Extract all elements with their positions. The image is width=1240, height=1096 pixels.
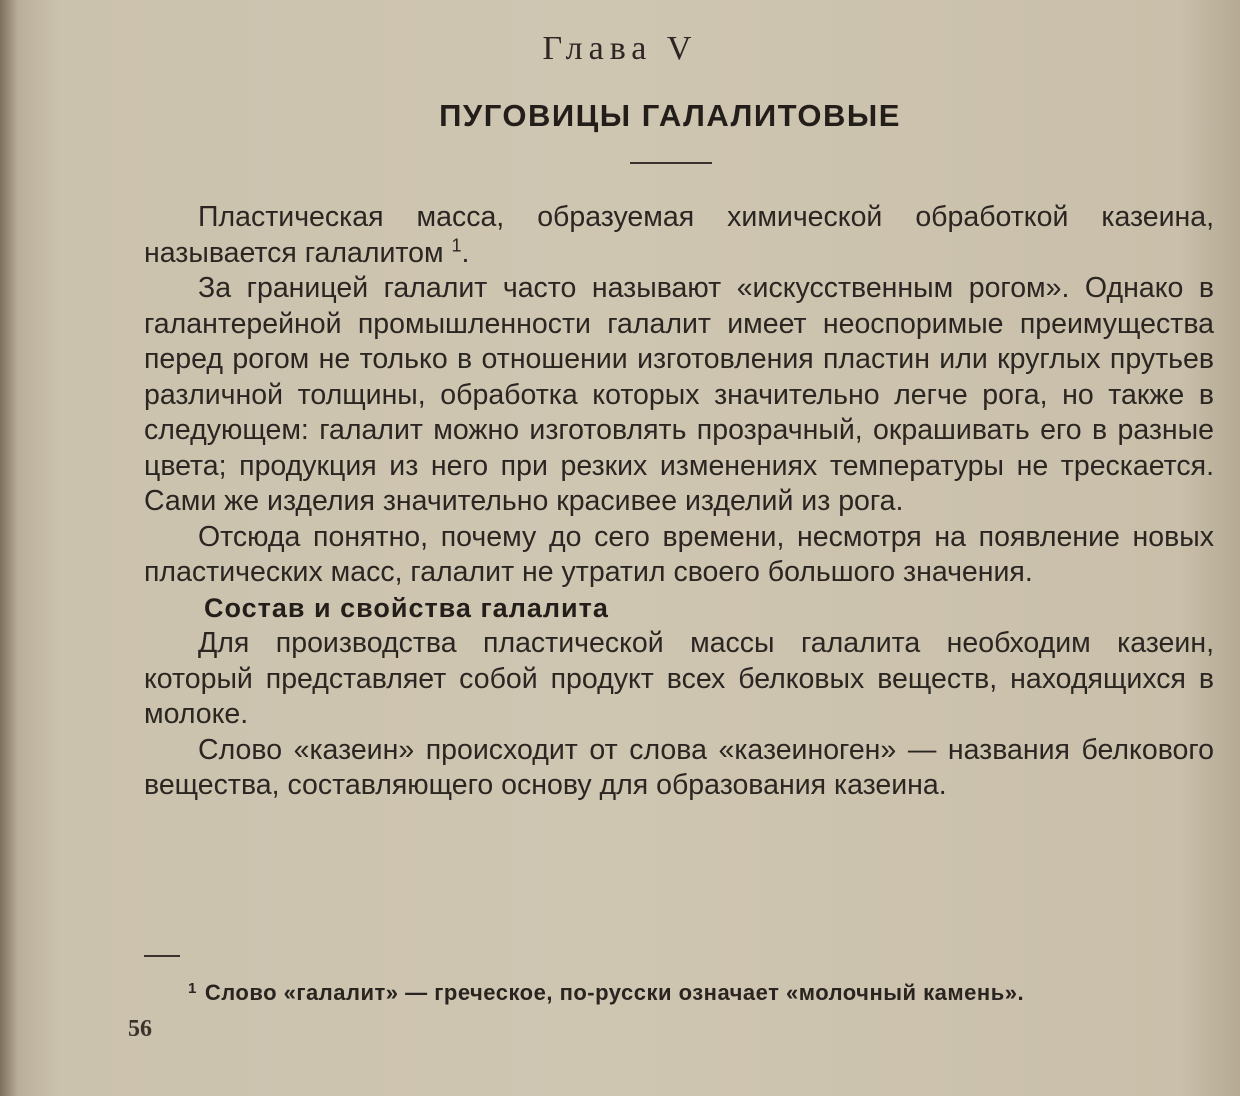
footnote xyxy=(188,980,1168,1006)
paragraph: Слово «казеин» происходит от слова «казеиноген» — названия белкового вещества, составляющего основу для образования казеина. xyxy=(144,733,1214,801)
paragraph-text: Пластическая масса, образуемая химической обработкой казеина, называется галалитом xyxy=(144,201,1214,269)
paragraph: За границей галалит часто называют «искусственным рогом». Однако в галантерейной промышленности галалит имеет неоспоримые преимущества перед рогом не только в отношении изготовления пластин или круглых прутьев различной толщины, обработка которых значительно легче рога, но также в следующем: галалит можно изготовлять прозрачный, окрашивать его в разные цвета; продукция из него при резких изменениях температуры не трескается. Сами же изделия значительно красивее изделий из рога. xyxy=(144,272,1214,517)
section-subheading: Состав и свойства галалита xyxy=(204,592,609,623)
page-number: 56 xyxy=(128,1016,152,1042)
page-title: ПУГОВИЦЫ ГАЛАЛИТОВЫЕ xyxy=(439,98,901,133)
title-divider xyxy=(630,162,712,164)
footnote-text: Слово «галалит» — греческое, по-русски означает «молочный камень». xyxy=(204,980,1025,1005)
chapter-heading: Глава V xyxy=(542,30,698,67)
footnote-mark: 1 xyxy=(188,980,197,997)
main-text xyxy=(144,200,1214,804)
footnote-divider xyxy=(144,955,180,957)
paragraph xyxy=(144,200,1214,271)
paragraph: Отсюда понятно, почему до сего времени, несмотря на появление новых пластических масс, галалит не утратил своего большого значения. xyxy=(144,520,1214,588)
footnote-reference: 1 xyxy=(451,235,462,255)
paragraph: Для производства пластической массы галалита необходим казеин, который представляет собой продукт всех белковых веществ, находящихся в молоке. xyxy=(144,627,1214,730)
paragraph-end: . xyxy=(461,236,470,269)
